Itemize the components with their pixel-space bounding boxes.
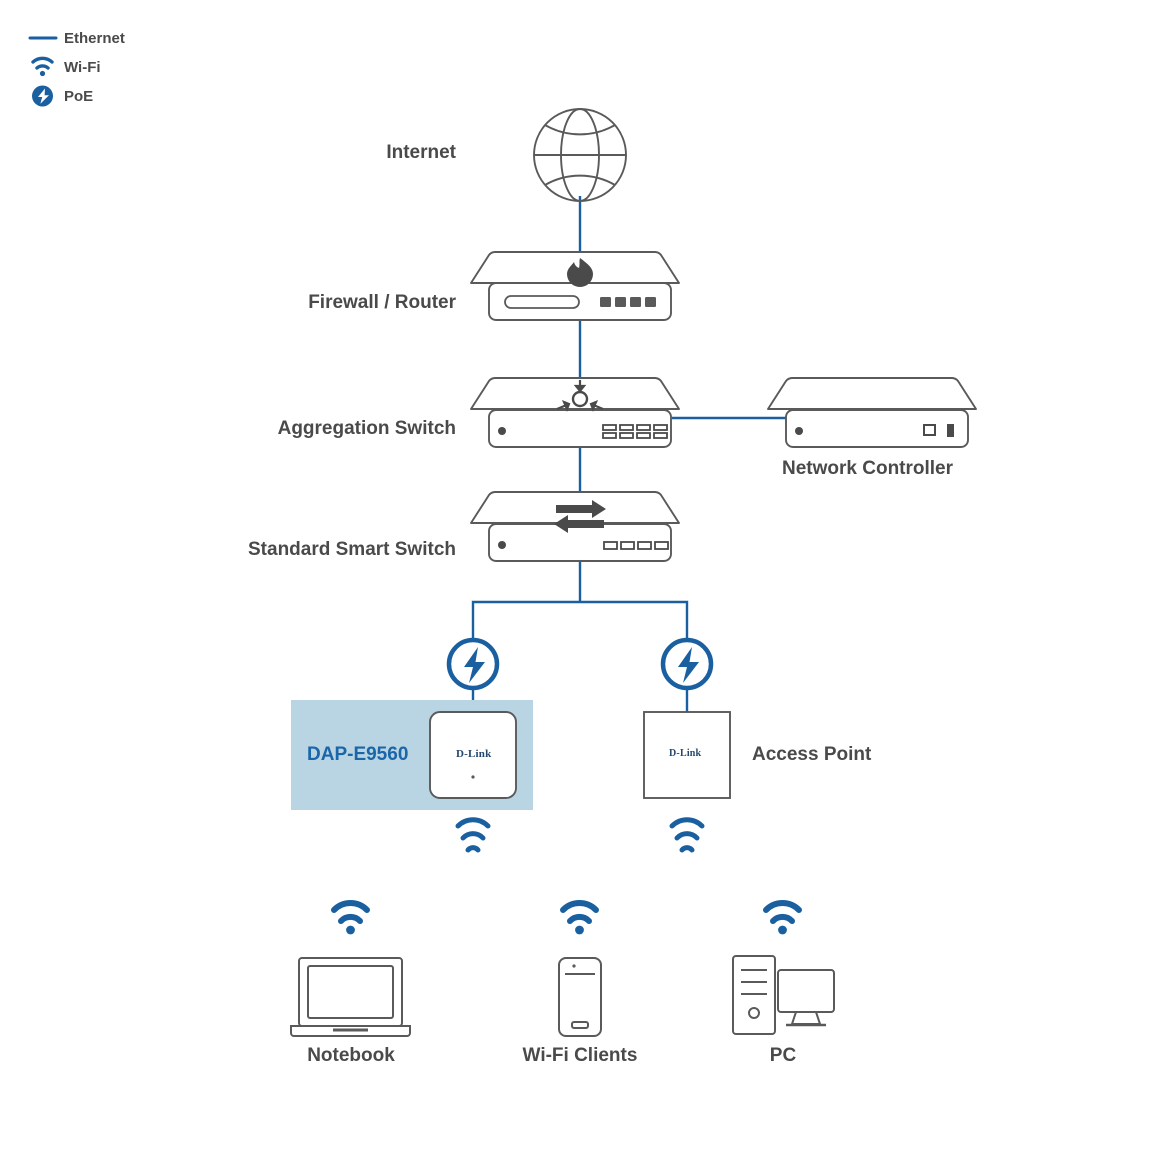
wifi-icon-notebook — [334, 903, 367, 934]
wifi-signal-accesspoint — [672, 820, 702, 850]
network-controller-device — [768, 378, 976, 447]
label-aggregation-switch: Aggregation Switch — [277, 418, 456, 439]
aggregation-switch-device — [471, 378, 679, 447]
label-standard-smart-switch: Standard Smart Switch — [248, 539, 456, 560]
wifi-icon-clients — [563, 903, 596, 934]
label-pc: PC — [769, 1045, 797, 1066]
label-internet: Internet — [386, 142, 456, 163]
legend-wifi-icon — [33, 58, 52, 76]
link-smartswitch-aps — [473, 562, 687, 648]
firewall-router-device — [471, 252, 679, 320]
laptop-icon — [291, 958, 410, 1036]
wifi-icon-pc — [766, 903, 799, 934]
phone-icon — [559, 958, 601, 1036]
dlink-brand-accesspoint: D-Link — [669, 748, 702, 759]
wifi-signal-dape9560 — [458, 820, 488, 850]
label-wifi-clients: Wi-Fi Clients — [522, 1045, 638, 1066]
label-notebook: Notebook — [307, 1045, 395, 1066]
globe-icon — [534, 109, 626, 201]
legend-poe-bolt-icon — [32, 86, 53, 107]
label-network-controller: Network Controller — [782, 458, 954, 479]
label-dape9560: DAP-E9560 — [307, 744, 409, 765]
desktop-icon — [733, 956, 834, 1034]
poe-badge-right — [663, 640, 711, 688]
poe-badge-left — [449, 640, 497, 688]
standard-smart-switch-device — [471, 492, 679, 561]
label-firewall-router: Firewall / Router — [308, 292, 456, 313]
legend-label-ethernet: Ethernet — [64, 30, 125, 47]
legend-label-wifi: Wi-Fi — [64, 59, 101, 76]
label-access-point: Access Point — [752, 744, 872, 765]
legend-label-poe: PoE — [64, 88, 94, 105]
dlink-brand-dape9560: D-Link — [456, 748, 492, 760]
